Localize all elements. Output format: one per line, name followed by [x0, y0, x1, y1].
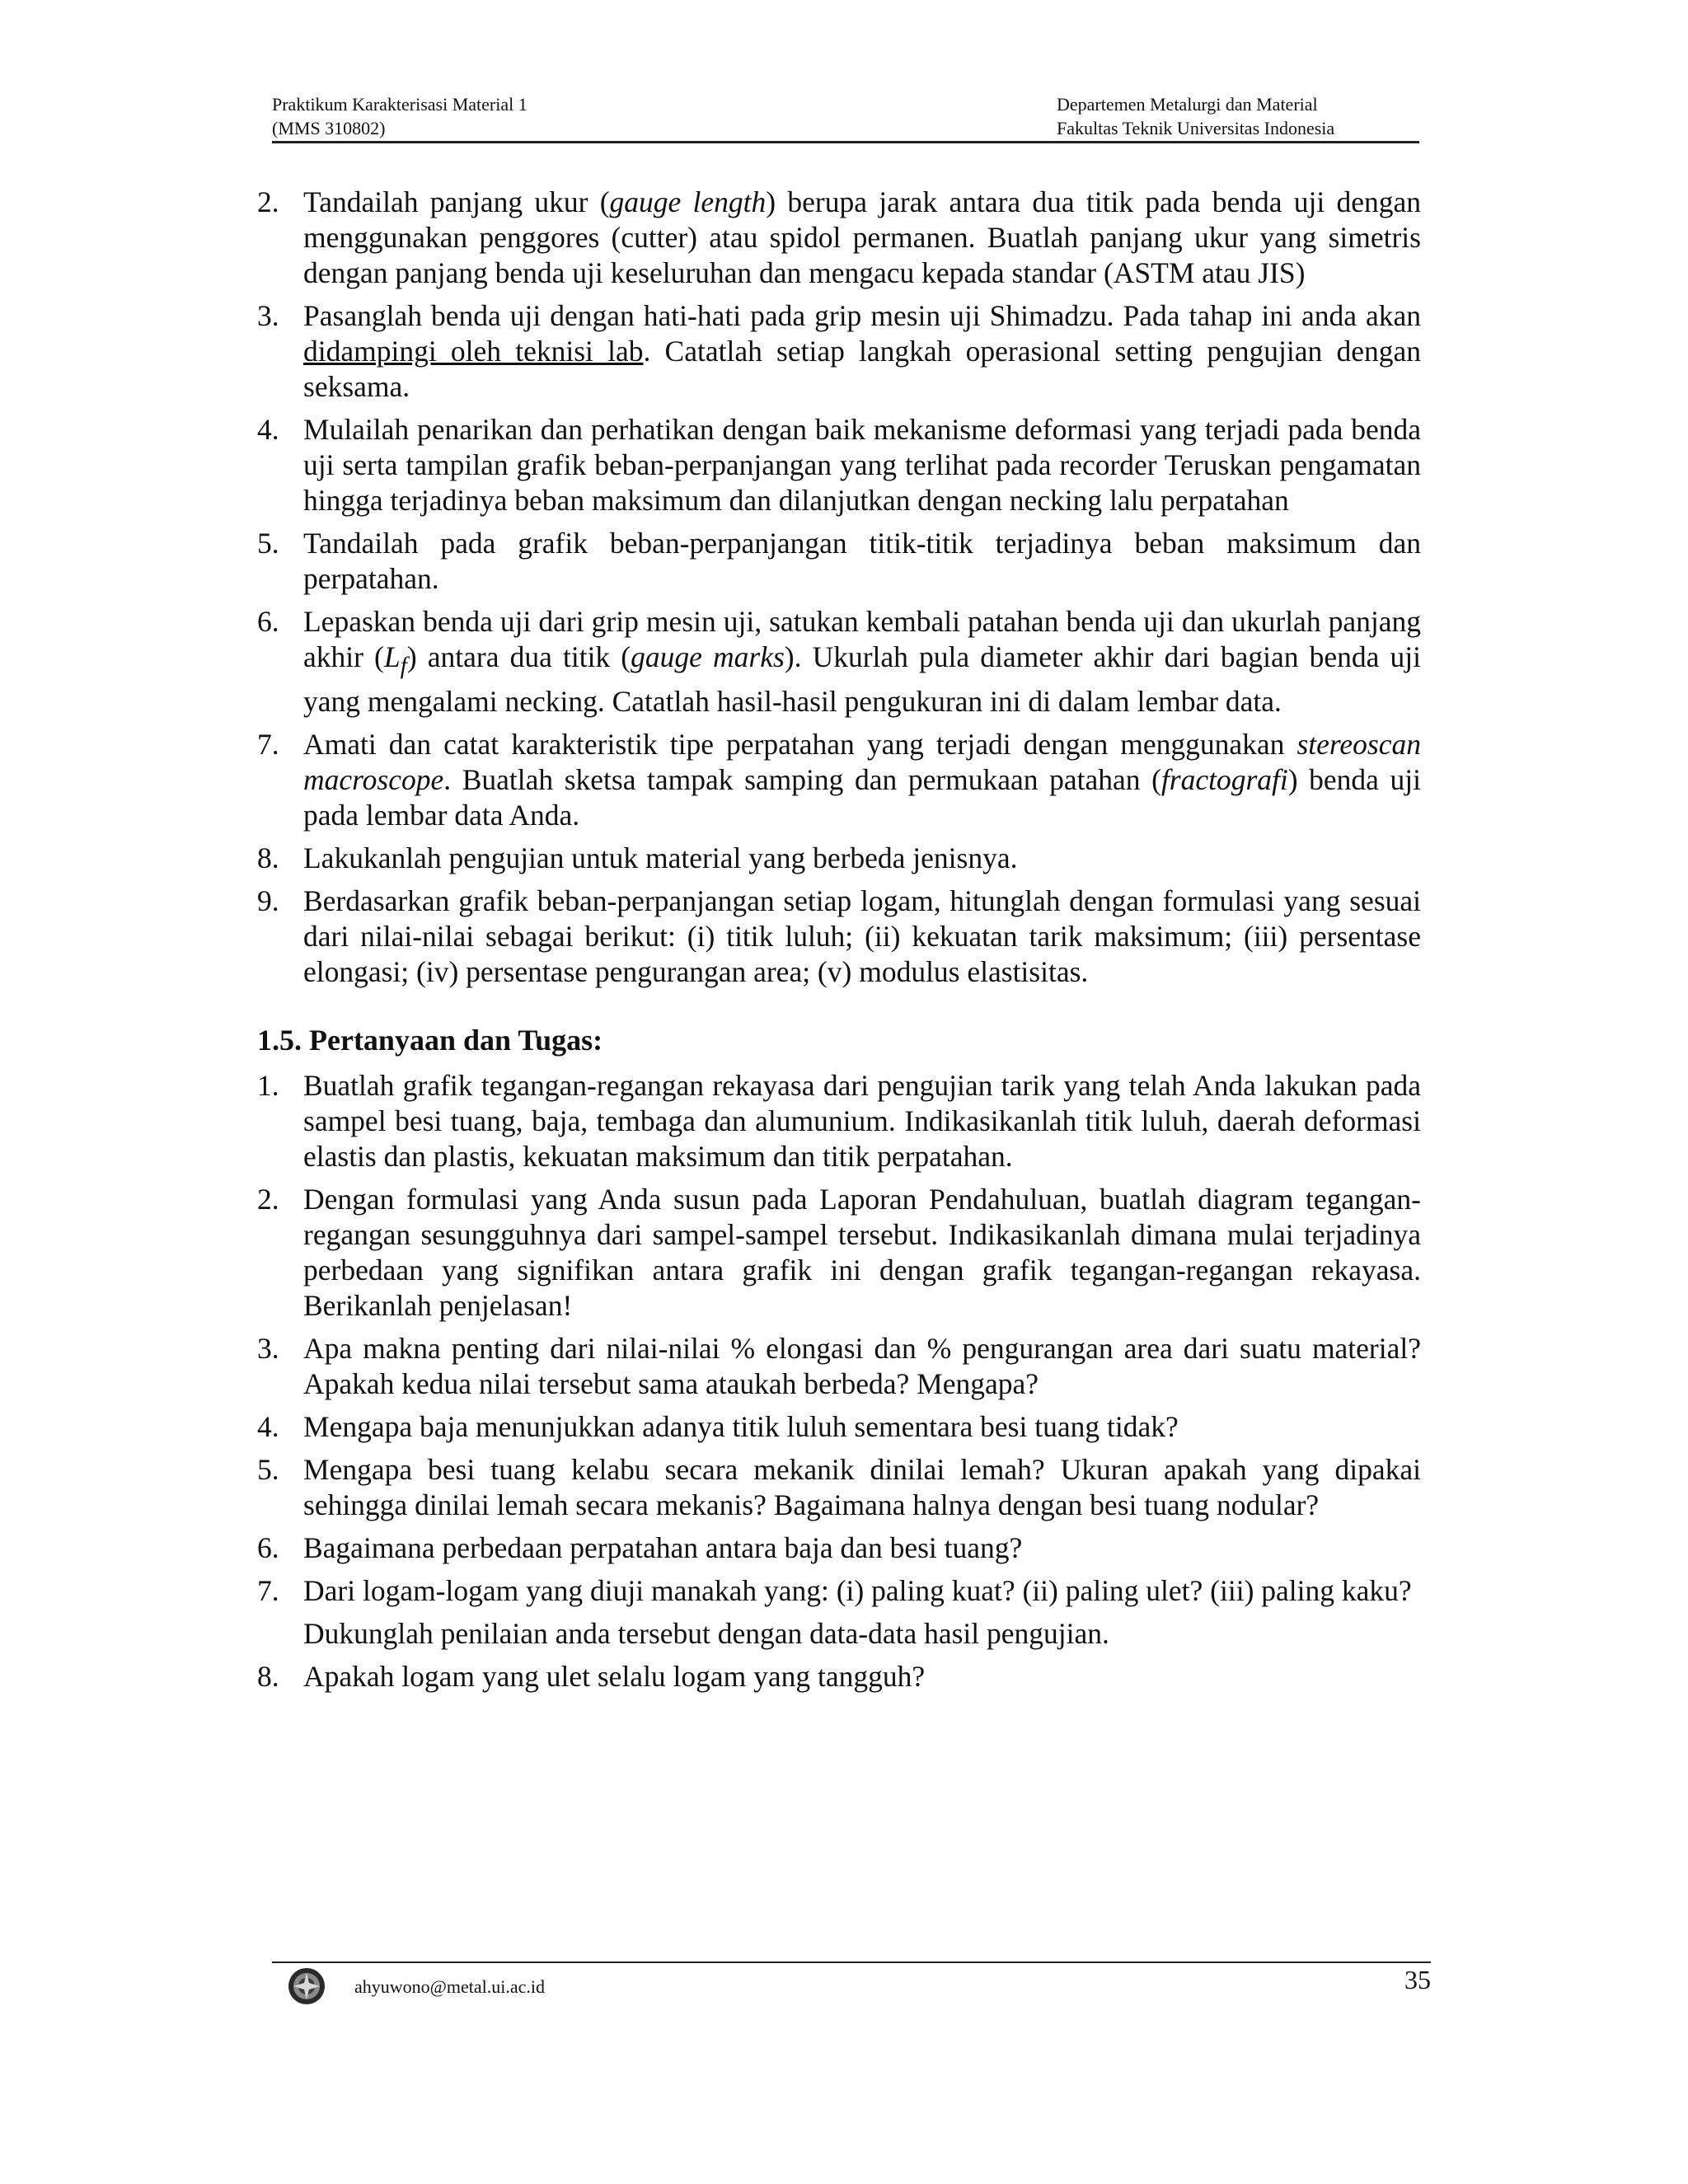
- italic-term: stereoscan macroscope: [303, 728, 1421, 797]
- university-logo-icon: [287, 1966, 326, 2006]
- item-text: Tandailah pada grafik beban-perpanjangan titik-titik terjadinya beban maksimum dan perpatahan.: [303, 527, 1421, 595]
- list-item: [257, 1452, 1421, 1523]
- supporting-note: Dukunglah penilaian anda tersebut dengan data-data hasil pengujian.: [303, 1617, 1109, 1651]
- list-item: [257, 1573, 1421, 1609]
- item-text: Lakukanlah pengujian untuk material yang berbeda jenisnya.: [303, 841, 1018, 875]
- underlined-text: didampingi oleh teknisi lab: [303, 335, 644, 368]
- text-run: . Catatlah setiap langkah operasional setting pengujian dengan seksama.: [303, 335, 1422, 403]
- list-item: [257, 1409, 1421, 1445]
- item-number: 2.: [257, 1183, 279, 1216]
- item-text: [303, 604, 1421, 719]
- text-run: Lepaskan benda uji dari grip mesin uji, satukan kembali patahan benda uji dan ukurlah panjang akhir (: [303, 605, 1421, 673]
- list-item: [257, 727, 1421, 833]
- text-run: ) antara dua titik (: [406, 640, 631, 673]
- page-header: [272, 92, 1419, 142]
- item-text: [303, 298, 1421, 405]
- italic-symbol: L: [383, 640, 401, 673]
- item-text: Buatlah grafik tegangan-regangan rekayasa dari pengujian tarik yang telah Anda lakukan pada sampel besi tuang, baja, tembaga dan alumunium. Indikasikanlah titik luluh, daerah deformasi elastis dan plastis, kekuatan maksimum dan titik perpatahan.: [303, 1069, 1421, 1174]
- text-run: Amati dan catat karakteristik tipe perpatahan yang terjadi dengan menggunakan: [303, 728, 1297, 762]
- text-run: Pasanglah benda uji dengan hati-hati pada grip mesin uji Shimadzu. Pada tahap ini anda akan: [303, 299, 1421, 332]
- item-text: Mengapa besi tuang kelabu secara mekanik dinilai lemah? Ukuran apakah yang dipakai sehingga dinilai lemah secara mekanis? Bagaimana halnya dengan besi tuang nodular?: [303, 1453, 1421, 1522]
- item-number: 1.: [257, 1069, 279, 1103]
- italic-term: gauge length: [609, 185, 767, 218]
- text-run: . Buatlah sketsa tampak samping dan permukaan patahan (: [443, 763, 1161, 797]
- page-footer: [272, 1961, 1431, 2008]
- page-body: [257, 185, 1421, 1702]
- page-number: 35: [1404, 1965, 1431, 1994]
- list-item: [257, 883, 1421, 990]
- item-number: 8.: [257, 1660, 279, 1694]
- item-number: 4.: [257, 1410, 279, 1444]
- item-number: 7.: [257, 728, 279, 762]
- text-run: Tandailah panjang ukur (: [303, 185, 610, 218]
- list-item: [257, 1068, 1421, 1174]
- procedure-list: [257, 185, 1421, 990]
- list-item: [257, 1182, 1421, 1324]
- section-heading: 1.5. Pertanyaan dan Tugas:: [257, 1024, 603, 1057]
- list-item: [257, 526, 1421, 597]
- item-text: Berdasarkan grafik beban-perpanjangan setiap logam, hitunglah dengan formulasi yang sesuai dari nilai-nilai sebagai berikut: (i) titik luluh; (ii) kekuatan tarik maksimum; (iii) persentase elongasi; (iv) persentase pengurangan area; (v) modulus elastisitas.: [303, 884, 1421, 989]
- item-text: Apakah logam yang ulet selalu logam yang tangguh?: [303, 1660, 926, 1694]
- list-item: [257, 1530, 1421, 1566]
- list-item: [257, 412, 1421, 518]
- header-left: [272, 92, 528, 140]
- item-number: 8.: [257, 841, 279, 875]
- item-text: [303, 185, 1421, 291]
- item-text: Dengan formulasi yang Anda susun pada Laporan Pendahuluan, buatlah diagram tegangan-regangan sesungguhnya dari sampel-sampel tersebut. Indikasikanlah dimana mulai terjadinya perbedaan yang signifikan antara grafik ini dengan grafik tegangan-regangan rekayasa. Berikanlah penjelasan!: [303, 1183, 1421, 1323]
- item-text: Mulailah penarikan dan perhatikan dengan baik mekanisme deformasi yang terjadi pada benda uji serta tampilan grafik beban-perpanjangan yang terlihat pada recorder Teruskan pengamatan hingga terjadinya beban maksimum dan dilanjutkan dengan necking lalu perpatahan: [303, 413, 1421, 517]
- list-item: [257, 1659, 1421, 1694]
- course-code: (MMS 310802): [272, 118, 386, 138]
- list-item: [257, 1331, 1421, 1402]
- item-number: 6.: [257, 1531, 279, 1565]
- questions-list-continued: [257, 1659, 1421, 1694]
- item-number: 7.: [257, 1574, 279, 1608]
- department-name: Departemen Metalurgi dan Material: [1057, 94, 1318, 115]
- header-rule: [272, 141, 1419, 143]
- header-right: [1057, 92, 1334, 140]
- item-text: Dari logam-logam yang diuji manakah yang: (i) paling kuat? (ii) paling ulet? (iii) paling kaku?: [303, 1574, 1412, 1608]
- questions-list: [257, 1068, 1421, 1609]
- item-text: Bagaimana perbedaan perpatahan antara baja dan besi tuang?: [303, 1531, 1023, 1565]
- item-text: [303, 727, 1421, 833]
- list-item: [257, 298, 1421, 405]
- list-item: [257, 185, 1421, 291]
- italic-term: fractografi: [1160, 763, 1288, 797]
- course-name: Praktikum Karakterisasi Material 1: [272, 94, 528, 115]
- item-number: 5.: [257, 527, 279, 560]
- footer-rule: [272, 1961, 1431, 1963]
- item-number: 3.: [257, 1332, 279, 1366]
- item-text: Apa makna penting dari nilai-nilai % elongasi dan % pengurangan area dari suatu material? Apakah kedua nilai tersebut sama ataukah berbeda? Mengapa?: [303, 1332, 1421, 1401]
- text-run: ) benda uji pada lembar data Anda.: [303, 763, 1421, 832]
- list-item: [257, 604, 1421, 719]
- item-number: 5.: [257, 1453, 279, 1487]
- item-text: Mengapa baja menunjukkan adanya titik luluh sementara besi tuang tidak?: [303, 1410, 1179, 1444]
- faculty-name: Fakultas Teknik Universitas Indonesia: [1057, 118, 1335, 138]
- item-number: 4.: [257, 413, 279, 446]
- item-number: 3.: [257, 299, 279, 332]
- author-email: ahyuwono@metal.ui.ac.id: [354, 1976, 546, 1997]
- item-number: 6.: [257, 605, 279, 638]
- list-item: [257, 841, 1421, 876]
- text-run: ). Ukurlah pula diameter akhir dari bagian benda uji yang mengalami necking. Catatlah hasil-hasil pengukuran ini di dalam lembar data.: [303, 640, 1422, 719]
- subscript: f: [400, 653, 407, 680]
- item-number: 2.: [257, 185, 279, 218]
- item-number: 9.: [257, 884, 279, 918]
- italic-term: gauge marks: [631, 640, 785, 673]
- text-run: ) berupa jarak antara dua titik pada benda uji dengan menggunakan penggores (cutter) atau spidol permanen. Buatlah panjang ukur yang simetris dengan panjang benda uji keseluruhan dan mengacu kepada standar (ASTM atau JIS): [303, 185, 1421, 289]
